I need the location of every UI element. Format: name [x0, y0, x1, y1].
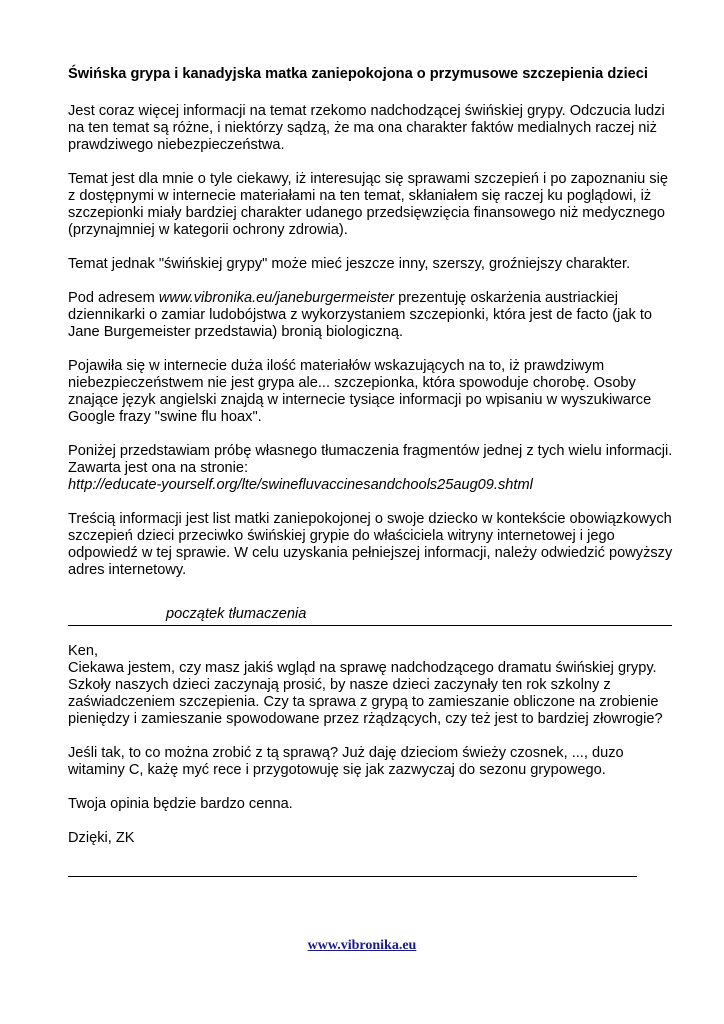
document-title: Świńska grypa i kanadyjska matka zaniepokojona o przymusowe szczepienia dzieci: [68, 66, 648, 82]
paragraph-letter-summary: Treścią informacji jest list matki zaniepokojonej o swoje dziecko w kontekście obowiązkowych szczepień dzieci przeciwko świńskiej grypie do właściciela witryny internetowej i jego odpowiedź w tej sprawie. W celu uzyskania pełniejszej informacji, należy odwiedzić powyższy adres internetowy.: [68, 511, 673, 578]
translated-letter: [68, 643, 678, 847]
letter-body-1: Ciekawa jestem, czy masz jakiś wgląd na sprawę nadchodzącego dramatu świńskiej grypy. Szkoły naszych dzieci zaczynają prosić, by nasze dzieci zaczynały ten rok szkolny z zaświadczeniem szczepienia. Czy ta sprawa z grypą to zamieszanie obliczone na zrobienie pieniędzy i zamieszanie spowodowane przez rżądzących, czy też jest to bardziej złowrogie?: [68, 660, 663, 727]
article: [68, 66, 678, 579]
footer-link[interactable]: www.vibronika.eu: [307, 938, 417, 953]
paragraph-burgermeister-prefix: Pod adresem: [68, 290, 159, 306]
paragraph-translation-text: Poniżej przedstawiam próbę własnego tłumaczenia fragmentów jednej z tych wielu informacji. Zawarta jest ona na stronie:: [68, 443, 673, 476]
paragraph-intro: Jest coraz więcej informacji na temat rzekomo nadchodzącej świńskiej grypy. Odczucia ludzi na ten temat są różne, i niektórzy sądzą, że ma ona charakter faktów medialnych raczej niż prawdziwego niebezpieczeństwa.: [68, 103, 665, 153]
paragraph-materials: Pojawiła się w internecie duża ilość materiałów wskazujących na to, iż prawdziwym niebezpieczeństwem nie jest grypa ale... szczepionka, która spowoduje chorobę. Osoby znające język angielski znajdą w internecie tysiące informacji po wpisaniu w wyszukiwarce Google frazy "swine flu hoax".: [68, 358, 652, 425]
letter-body-2: Jeśli tak, to co można zrobić z tą sprawą? Już daję dzieciom świeży czosnek, ..., duzo witaminy C, każę myć rece i przygotowuję się jak zazwyczaj do sezonu grypowego.: [68, 745, 624, 778]
educate-yourself-link[interactable]: http://educate-yourself.org/lte/swinefluvaccinesandchools25aug09.shtml: [68, 477, 533, 493]
paragraph-burgermeister: [68, 290, 678, 341]
paragraph-topic: Temat jednak "świńskiej grypy" może mieć jeszcze inny, szerszy, groźniejszy charakter.: [68, 256, 631, 272]
letter-body-3: Twoja opinia będzie bardzo cenna.: [68, 796, 293, 812]
divider-bottom: [68, 876, 637, 877]
paragraph-opinion: Temat jest dla mnie o tyle ciekawy, iż interesując się sprawami szczepień i po zapoznaniu się z dostępnymi w internecie materiałami na ten temat, skłaniałem się raczej ku poglądowi, iż szczepionki miały bardziej charakter udanego przedsięwzięcia finansowego niż medycznego (przynajmniej w kategorii ochrony zdrowia).: [68, 171, 668, 238]
footer: [0, 938, 724, 954]
paragraph-burgermeister-suffix: prezentuję oskarżenia austriackiej dziennikarki o zamiar ludobójstwa z wykorzystaniem szczepionki, która jest de facto (jak to Jane Burgemeister przedstawia) bronią biologiczną.: [68, 290, 652, 340]
letter-greeting: Ken,: [68, 643, 99, 659]
divider-top: [68, 625, 672, 626]
letter-signoff: Dzięki, ZK: [68, 830, 135, 846]
translation-start-caption: początek tłumaczenia: [166, 606, 307, 622]
vibronika-burgermeister-link[interactable]: www.vibronika.eu/janeburgermeister: [158, 290, 395, 306]
paragraph-translation-intro: [68, 443, 678, 494]
